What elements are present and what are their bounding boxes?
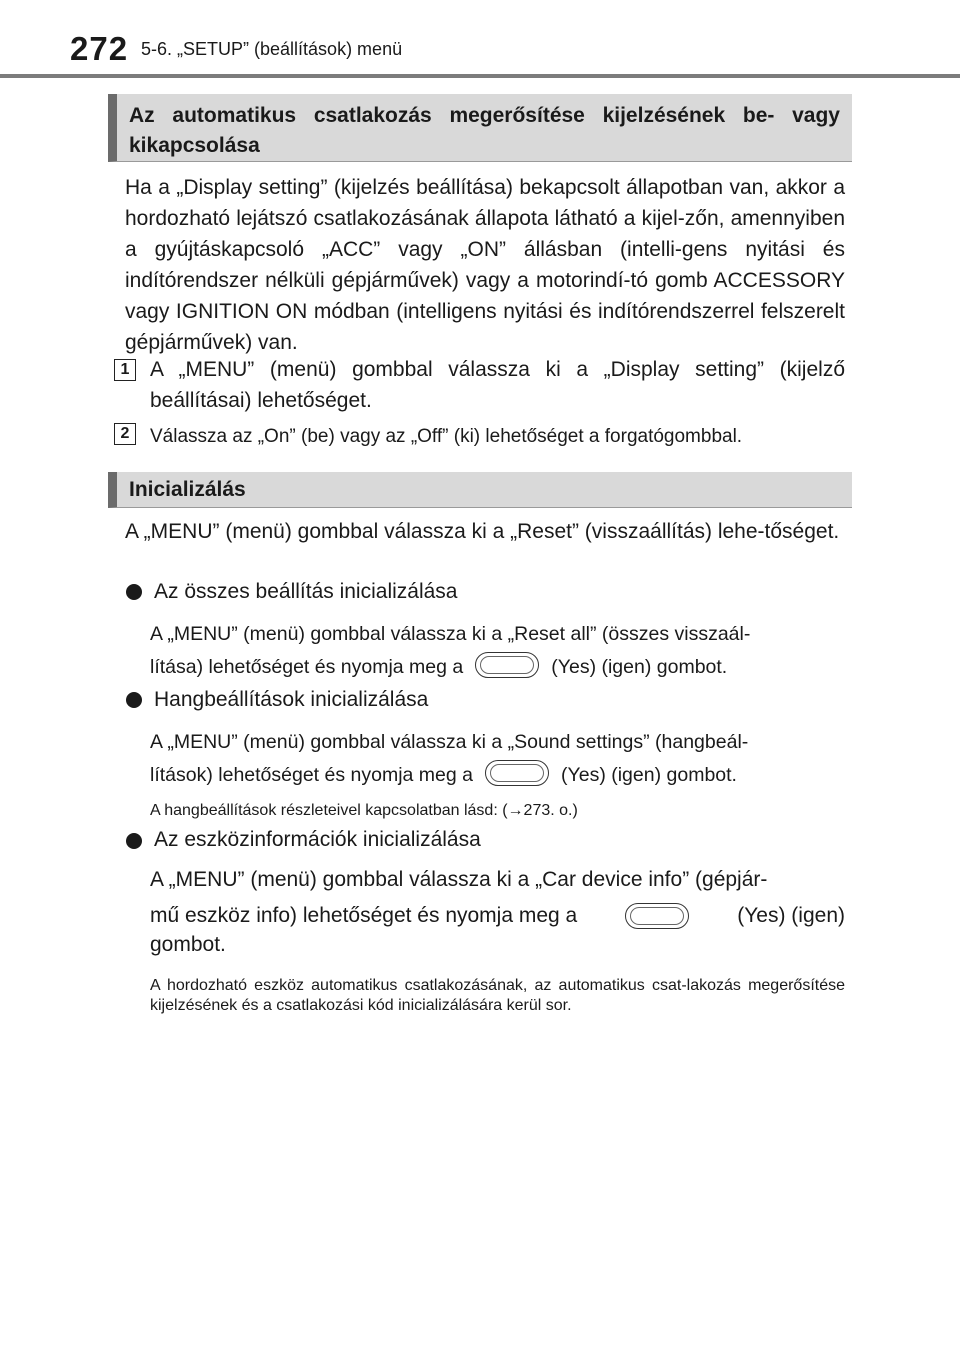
- section-title: 5-6. „SETUP” (beállítások) menü: [141, 39, 403, 59]
- item-line-sound-2: [150, 760, 737, 790]
- item-line-sound-1: A „MENU” (menü) gombbal válassza ki a „Sound settings” (hangbeál-: [150, 731, 749, 753]
- item-line-text: lítása) lehetőséget és nyomja meg a: [150, 656, 464, 678]
- bullet-icon: [126, 692, 142, 708]
- button-icon: [475, 652, 539, 678]
- button-icon: [485, 760, 549, 786]
- item-line-reset-all-1: A „MENU” (menü) gombbal válassza ki a „Reset all” (összes visszaál-: [150, 623, 751, 645]
- item-line-device-info-1: A „MENU” (menü) gombbal válassza ki a „Car device info” (gépjár-: [150, 868, 768, 891]
- step-text-1: A „MENU” (menü) gombbal válassza ki a „Display setting” (kijelző beállításai) lehetőséget.: [150, 358, 845, 412]
- item-line-reset-all-2: [150, 652, 727, 682]
- item-note-device-info: A hordozható eszköz automatikus csatlakozásának, az automatikus csat-lakozás megerősítése kijelzésének és a csatlakozási kód inicializálására kerül sor.: [150, 977, 845, 1014]
- item-line-text: (Yes) (igen) gombot.: [551, 656, 728, 678]
- item-line-text: (Yes) (igen): [737, 904, 845, 927]
- header-rule: [0, 74, 960, 78]
- item-title-device-info: Az eszközinformációk inicializálása: [154, 828, 481, 851]
- reset-intro-paragraph: A „MENU” (menü) gombbal válassza ki a „Reset” (visszaállítás) lehe-tőséget.: [125, 520, 840, 543]
- item-title-sound: Hangbeállítások inicializálása: [154, 688, 429, 711]
- step-text-2: Válassza az „On” (be) vagy az „Off” (ki) lehetőséget a forgatógombbal.: [150, 426, 743, 447]
- section-heading-auto-connect: Az automatikus csatlakozás megerősítése kijelzésének be- vagy kikapcsolása: [108, 94, 852, 162]
- item-line-device-info-3: gombot.: [150, 933, 226, 956]
- intro-paragraph: Ha a „Display setting” (kijelzés beállítása) bekapcsolt állapotban van, akkor a hordozható lejátszó csatlakozásának állapota látható a kijel-zőn, amennyiben a gyújtáskapcsoló „ACC” vagy „ON” állásban (intelli-gens nyitási és indítórendszer nélküli gépjárművek) vagy a motorindí-tó gomb ACCESSORY vagy IGNITION ON módban (intelligens nyitási és indítórendszerrel felszerelt gépjárművek) van.: [125, 176, 845, 354]
- section-heading-reset: Inicializálás: [108, 472, 852, 508]
- item-line-text: mű eszköz info) lehetőséget és nyomja meg a: [150, 904, 578, 927]
- bullet-icon: [126, 833, 142, 849]
- button-icon: [625, 903, 689, 929]
- item-line-device-info-2: [150, 901, 845, 931]
- item-line-text: (Yes) (igen) gombot.: [561, 764, 737, 786]
- item-title-reset-all: Az összes beállítás inicializálása: [154, 580, 458, 603]
- page-number: 272: [70, 30, 129, 67]
- item-note-sound: A hangbeállítások részleteivel kapcsolatban lásd: (→273. o.): [150, 802, 578, 819]
- step-number-2: 2: [114, 423, 136, 445]
- bullet-icon: [126, 584, 142, 600]
- step-number-1: 1: [114, 359, 136, 381]
- item-line-text: lítások) lehetőséget és nyomja meg a: [150, 764, 474, 786]
